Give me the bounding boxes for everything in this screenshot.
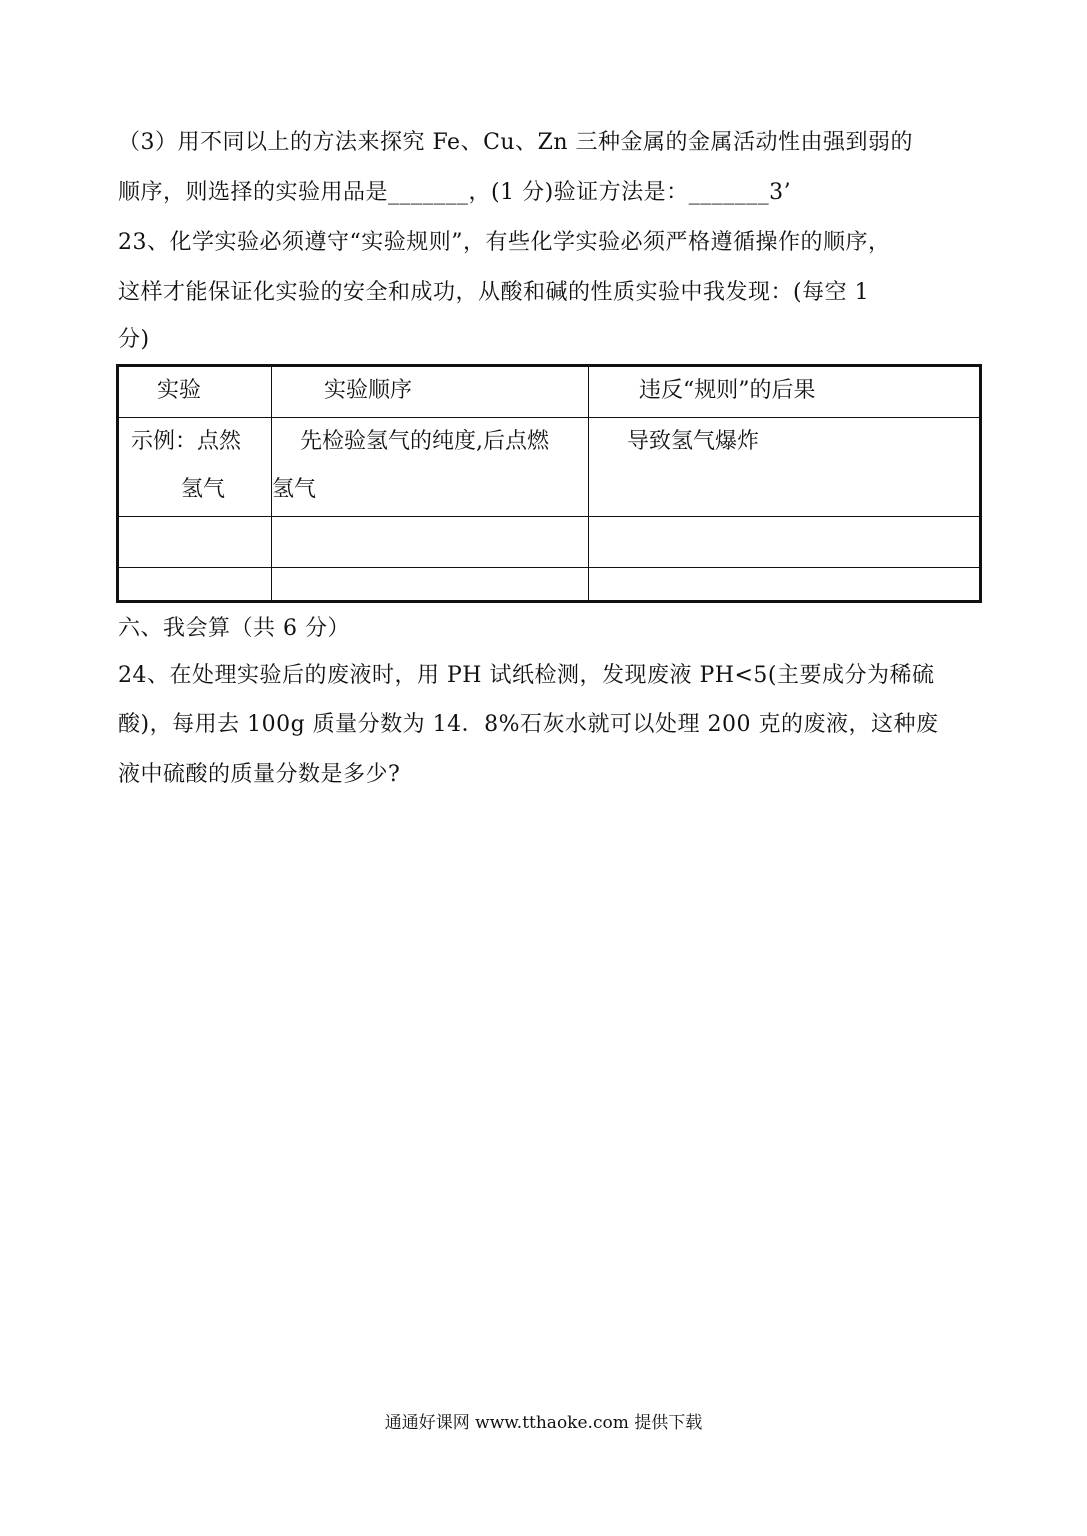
table-row-blank-1 — [118, 517, 981, 568]
q23-line2: 这样才能保证化实验的安全和成功，从酸和碱的性质实验中我发现：(每空 1 — [118, 280, 870, 305]
header-cell-experiment: 实验 — [118, 366, 272, 418]
table-row-blank-2 — [118, 568, 981, 602]
blank-cell[interactable] — [589, 568, 981, 602]
q22-part3-line1: （3）用不同以上的方法来探究 Fe、Cu、Zn 三种金属的金属活动性由强到弱的 — [118, 130, 914, 155]
section-six-title: 六、我会算（共 6 分） — [118, 616, 350, 641]
blank-cell[interactable] — [272, 517, 589, 568]
q24-line2: 酸)，每用去 100g 质量分数为 14．8%石灰水就可以处理 200 克的废液，这种废 — [118, 712, 939, 737]
blank-cell[interactable] — [589, 517, 981, 568]
blank-cell[interactable] — [272, 568, 589, 602]
header-cell-order: 实验顺序 — [272, 366, 589, 418]
q22-part3-line2: 顺序，则选择的实验用品是_______，(1 分)验证方法是：_______3’ — [118, 180, 792, 205]
table-row-example — [118, 418, 981, 517]
table-header-row — [118, 366, 981, 418]
blank-cell[interactable] — [118, 517, 272, 568]
experiment-table — [116, 364, 982, 603]
example-consequence-cell: 导致氢气爆炸 — [589, 418, 981, 517]
q23-line1: 23、化学实验必须遵守“实验规则”，有些化学实验必须严格遵循操作的顺序， — [118, 230, 891, 255]
page-footer: 通通好课网 www.tthaoke.com 提供下载 — [384, 1413, 703, 1433]
q24-line1: 24、在处理实验后的废液时，用 PH 试纸检测，发现废液 PH<5(主要成分为稀硫 — [118, 663, 935, 688]
example-experiment-cell: 示例：点然 氢气 — [118, 418, 272, 517]
header-cell-consequence: 违反“规则”的后果 — [589, 366, 981, 418]
example-order-cell: 先检验氢气的纯度,后点燃 氢气 — [272, 418, 589, 517]
q23-line3: 分) — [118, 327, 150, 352]
blank-cell[interactable] — [118, 568, 272, 602]
q24-line3: 液中硫酸的质量分数是多少? — [118, 762, 401, 787]
